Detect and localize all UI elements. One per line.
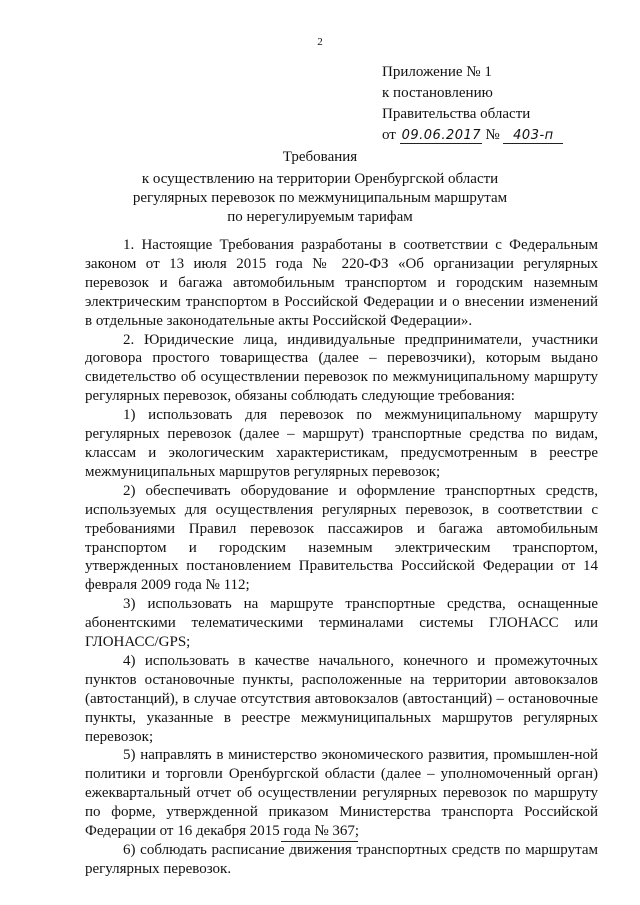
requirement-item-4: 4) использовать в качестве начального, конечного и промежуточных пунктов остановочные пункты, расположенные на территории автовокзалов (автостанций), в случае отсутствия автовокзалов (автостанций) – остановочные пункты, указанные в реестре межмуниципальных маршрутов регулярных перевозок; bbox=[85, 652, 598, 745]
document-title-block bbox=[0, 148, 640, 227]
document-subtitle-line-2: регулярных перевозок по межмуниципальным маршрутам bbox=[132, 190, 508, 206]
appendix-government-line: Правительства области bbox=[382, 106, 531, 122]
document-subtitle-line-3: по нерегулируемым тарифам bbox=[227, 209, 413, 225]
document-heading: Требования bbox=[282, 149, 358, 165]
paragraph-1: 1. Настоящие Требования разработаны в соответствии с Федеральным законом от 13 июля 2015 года № 220-ФЗ «Об организации регулярных перевозок и багажа автомобильным транспортом и городским наземным электрическим транспортом в Российской Федерации и о внесении изменений в отдельные законодательные акты Российской Федерации». bbox=[85, 237, 598, 329]
requirement-item-5: 5) направлять в министерство экономического развития, промышлен-ной политики и торговли Оренбургской области (далее – уполномоченный орган) ежеквартальный отчет об осуществлении регулярных перевозок по маршруту по форме, утвержденной приказом Министерства транспорта Российской Федерации от 16 декабря 2015 года № 367; bbox=[85, 747, 598, 840]
end-divider bbox=[281, 841, 358, 842]
document-body bbox=[85, 236, 598, 879]
appendix-date-number-line bbox=[382, 125, 563, 146]
handwritten-date: 09.06.2017 bbox=[401, 128, 482, 143]
number-prefix: № bbox=[485, 127, 500, 143]
requirement-item-2: 2) обеспечивать оборудование и оформление транспортных средств, используемых для осуществления регулярных перевозок, в соответствии с требованиями Правил перевозок пассажиров и багажа автомобильным транспортом и городским наземным электрическим транспортом, утвержденных постановлением Правительства Российской Федерации от 14 февраля 2009 года № 112; bbox=[85, 482, 598, 594]
requirement-item-1: 1) использовать для перевозок по межмуниципальному маршруту регулярных перевозок (далее – маршрут) транспортные средства по видам, классам и экологическим характеристикам, предусмотренным в реестре межмуниципальных маршрутов регулярных перевозок; bbox=[85, 407, 598, 480]
handwritten-number: 403-п bbox=[503, 129, 563, 144]
appendix-header bbox=[382, 62, 563, 146]
document-subtitle-line-1: к осуществлению на территории Оренбургской области bbox=[141, 171, 499, 187]
date-prefix: от bbox=[382, 127, 396, 143]
paragraph-2: 2. Юридические лица, индивидуальные предприниматели, участники договора простого товарищества (далее – перевозчики), которым выдано свидетельство об осуществлении перевозок по межмуниципальному маршруту регулярных перевозок, обязаны соблюдать следующие требования: bbox=[85, 331, 598, 405]
requirement-item-3: 3) использовать на маршруте транспортные средства, оснащенные абонентскими телематическими терминалами системы ГЛОНАСС или ГЛОНАСС/GPS; bbox=[85, 596, 598, 651]
page-number: 2 bbox=[317, 36, 323, 48]
requirement-item-6: 6) соблюдать расписание движения транспортных средств по маршрутам регулярных перевозок. bbox=[85, 842, 598, 877]
appendix-title: Приложение № 1 bbox=[382, 64, 492, 80]
appendix-resolution-line: к постановлению bbox=[382, 85, 493, 101]
